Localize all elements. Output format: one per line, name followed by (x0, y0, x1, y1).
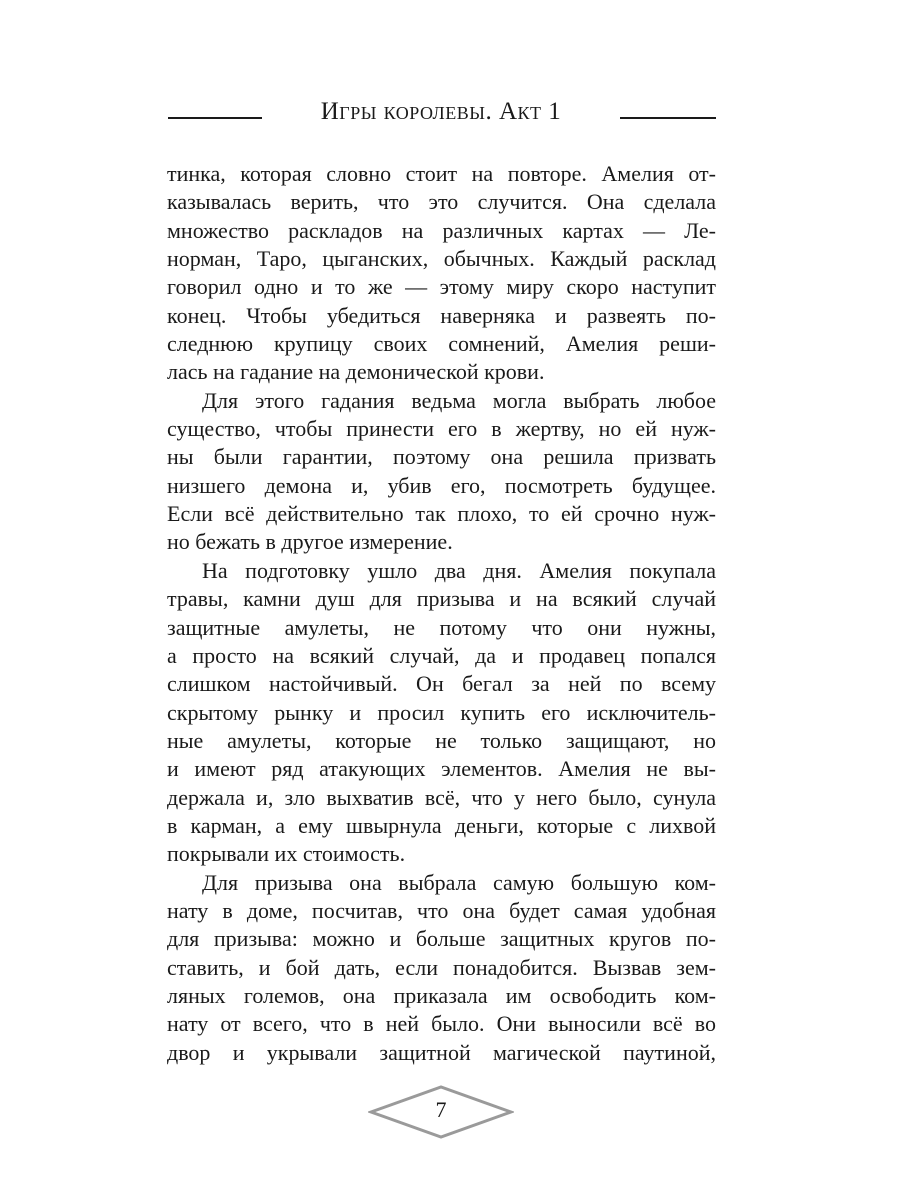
text-line: двор и укрывали защитной магической паутиной, (167, 1039, 716, 1065)
page-body-text (167, 160, 716, 1067)
text-line: в карман, а ему швырнула деньги, которые с лихвой (167, 812, 716, 838)
text-line: тинка, которая словно стоит на повторе. Амелия от- (167, 161, 716, 186)
paragraph (167, 160, 716, 387)
text-line: Если всё действительно так плохо, то ей срочно нуж- (167, 501, 716, 527)
page-number: 7 (435, 1097, 447, 1122)
text-line: но бежать в другое измерение. (167, 529, 453, 555)
text-line: лась на гадание на демонической крови. (167, 359, 545, 385)
text-line: покрывали их стоимость. (167, 841, 406, 867)
text-line: нату в доме, посчитав, что она будет самая удобная (167, 897, 716, 923)
text-line: Для этого гадания ведьма могла выбрать любое (202, 387, 716, 413)
text-line: говорил одно и то же — этому миру скоро наступит (167, 274, 716, 300)
text-line: норман, Таро, цыганских, обычных. Каждый расклад (167, 246, 716, 272)
text-line: существо, чтобы принести его в жертву, но ей нуж- (167, 416, 716, 442)
text-line: нату от всего, что в ней было. Они выносили всё во (167, 1011, 716, 1037)
text-line: и имеют ряд атакующих элементов. Амелия не вы- (167, 756, 716, 782)
header-rule-right (620, 117, 716, 119)
text-line: ны были гарантии, поэтому она решила призвать (167, 444, 716, 470)
paragraph (167, 869, 716, 1067)
text-line: Для призыва она выбрала самую большую ком- (202, 869, 716, 895)
text-line: держала и, зло выхватив всё, что у него было, сунула (167, 784, 716, 810)
text-line: слишком настойчивый. Он бегал за ней по всему (167, 671, 716, 697)
text-line: конец. Чтобы убедиться наверняка и развеять по- (167, 302, 716, 328)
text-line: множество раскладов на различных картах — Ле- (167, 217, 716, 243)
paragraph (167, 557, 716, 869)
text-line: а просто на всякий случай, да и продавец попался (167, 642, 716, 668)
text-line: для призыва: можно и больше защитных кругов по- (167, 926, 716, 952)
text-line: следнюю крупицу своих сомнений, Амелия реши- (167, 331, 716, 357)
text-line: низшего демона и, убив его, посмотреть будущее. (167, 472, 716, 498)
paragraph (167, 387, 716, 557)
text-line: скрытому рынку и просил купить его исключитель- (167, 699, 716, 725)
header-rule-left (168, 117, 262, 119)
text-line: казывалась верить, что это случится. Она сделала (167, 189, 716, 215)
text-line: На подготовку ушло два дня. Амелия покупала (202, 557, 716, 583)
running-header-title: Игры королевы. Акт 1 (320, 98, 562, 125)
text-line: травы, камни душ для призыва и на всякий случай (167, 586, 716, 612)
text-line: защитные амулеты, не потому что они нужны, (167, 614, 716, 640)
text-line: ляных големов, она приказала им освободить ком- (167, 982, 716, 1008)
text-line: ставить, и бой дать, если понадобится. Вызвав зем- (167, 954, 716, 980)
text-line: ные амулеты, которые не только защищают, но (167, 727, 716, 753)
